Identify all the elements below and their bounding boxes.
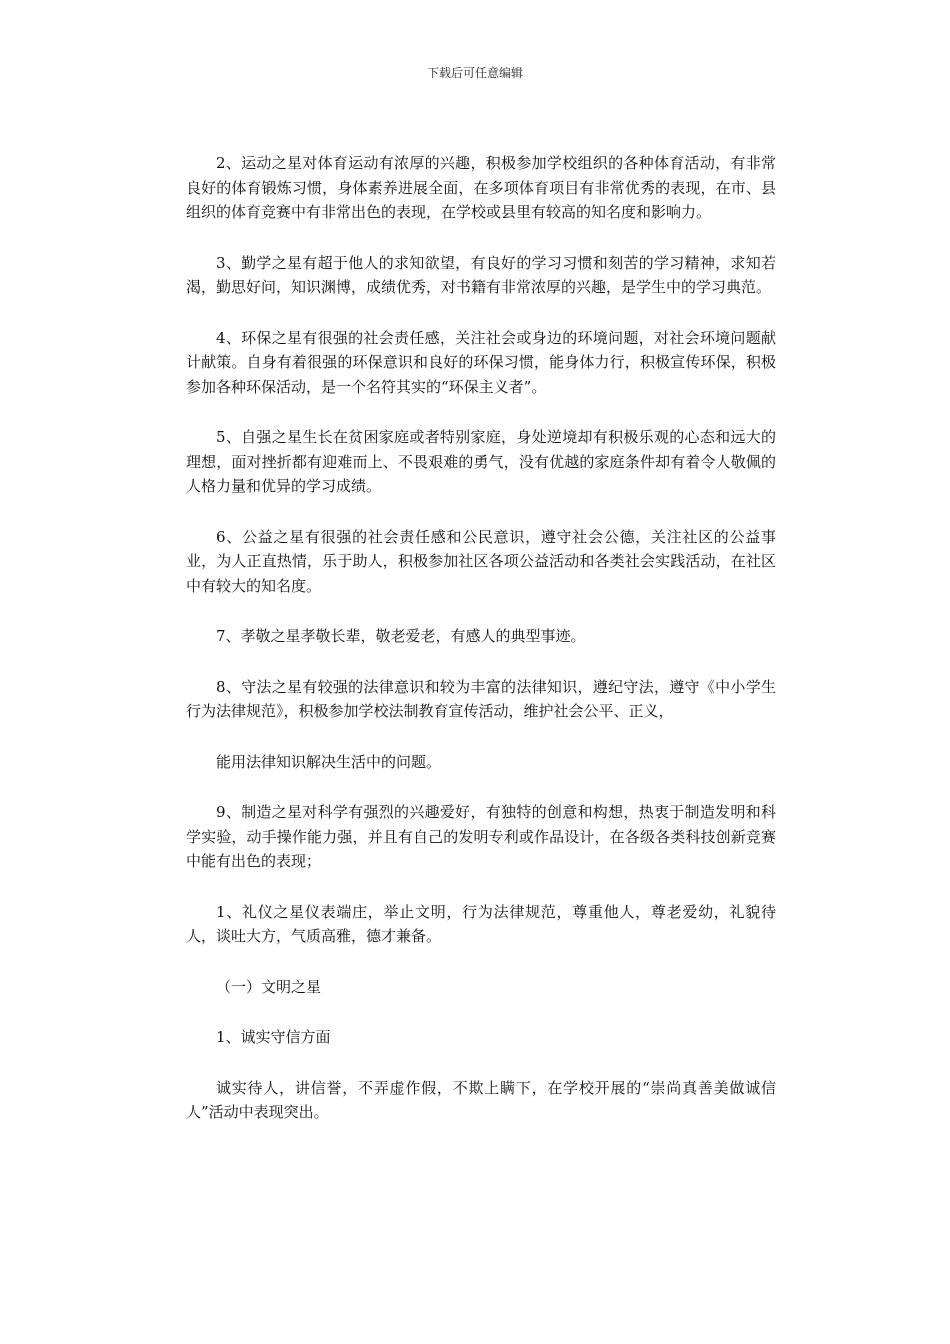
section-heading-civility-star: （一）文明之星 [216, 977, 322, 996]
header-note: 下载后可任意编辑 [426, 66, 523, 80]
paragraph-honesty: 诚实待人，讲信誉，不弄虚作假，不欺上瞒下，在学校开展的“崇尚真善美做诚信人”活动中表现突出。 [186, 1078, 776, 1121]
paragraph-law-knowledge: 能用法律知识解决生活中的问题。 [216, 752, 442, 771]
paragraph-invention-star: 9、制造之星对科学有强烈的兴趣爱好，有独特的创意和构想，热衷于制造发明和科学实验，动手操作能力强，并且有自己的发明专利或作品设计，在各级各类科技创新竞赛中能有出色的表现； [186, 803, 776, 870]
paragraph-etiquette-star: 1、礼仪之星仪表端庄，举止文明，行为法律规范，尊重他人，尊老爱幼，礼貌待人，谈吐大方，气质高雅，德才兼备。 [186, 902, 776, 945]
paragraph-law-abiding-star: 8、守法之星有较强的法律意识和较为丰富的法律知识，遵纪守法，遵守《中小学生行为法律规范》，积极参加学校法制教育宣传活动，维护社会公平、正义， [186, 677, 776, 720]
subheading-honesty: 1、诚实守信方面 [216, 1028, 331, 1046]
paragraph-sports-star: 2、运动之星对体育运动有浓厚的兴趣，积极参加学校组织的各种体育活动，有非常良好的体育锻炼习惯，身体素养进展全面，在多项体育项目有非常优秀的表现，在市、县组织的体育竞赛中有非常出色的表现，在学校或县里有较高的知名度和影响力。 [186, 154, 776, 221]
document-body [186, 151, 776, 1151]
paragraph-study-star: 3、勤学之星有超于他人的求知欲望，有良好的学习习惯和刻苦的学习精神，求知若渴，勤思好问，知识渊博，成绩优秀，对书籍有非常浓厚的兴趣，是学生中的学习典范。 [186, 253, 776, 296]
paragraph-self-improvement-star: 5、自强之星生长在贫困家庭或者特别家庭，身处逆境却有积极乐观的心态和远大的理想，面对挫折都有迎难而上、不畏艰难的勇气，没有优越的家庭条件却有着令人敬佩的人格力量和优异的学习成绩。 [186, 428, 776, 495]
paragraph-filial-star: 7、孝敬之星孝敬长辈，敬老爱老，有感人的典型事迹。 [216, 627, 586, 645]
paragraph-environment-star: 4、环保之星有很强的社会责任感，关注社会或身边的环境问题，对社会环境问题献计献策。自身有着很强的环保意识和良好的环保习惯，能身体力行，积极宣传环保，积极参加各种环保活动，是一个名符其实的“环保主义者”。 [186, 328, 776, 396]
paragraph-public-welfare-star: 6、公益之星有很强的社会责任感和公民意识，遵守社会公德，关注社区的公益事业，为人正直热情，乐于助人，积极参加社区各项公益活动和各类社会实践活动，在社区中有较大的知名度。 [186, 527, 776, 595]
